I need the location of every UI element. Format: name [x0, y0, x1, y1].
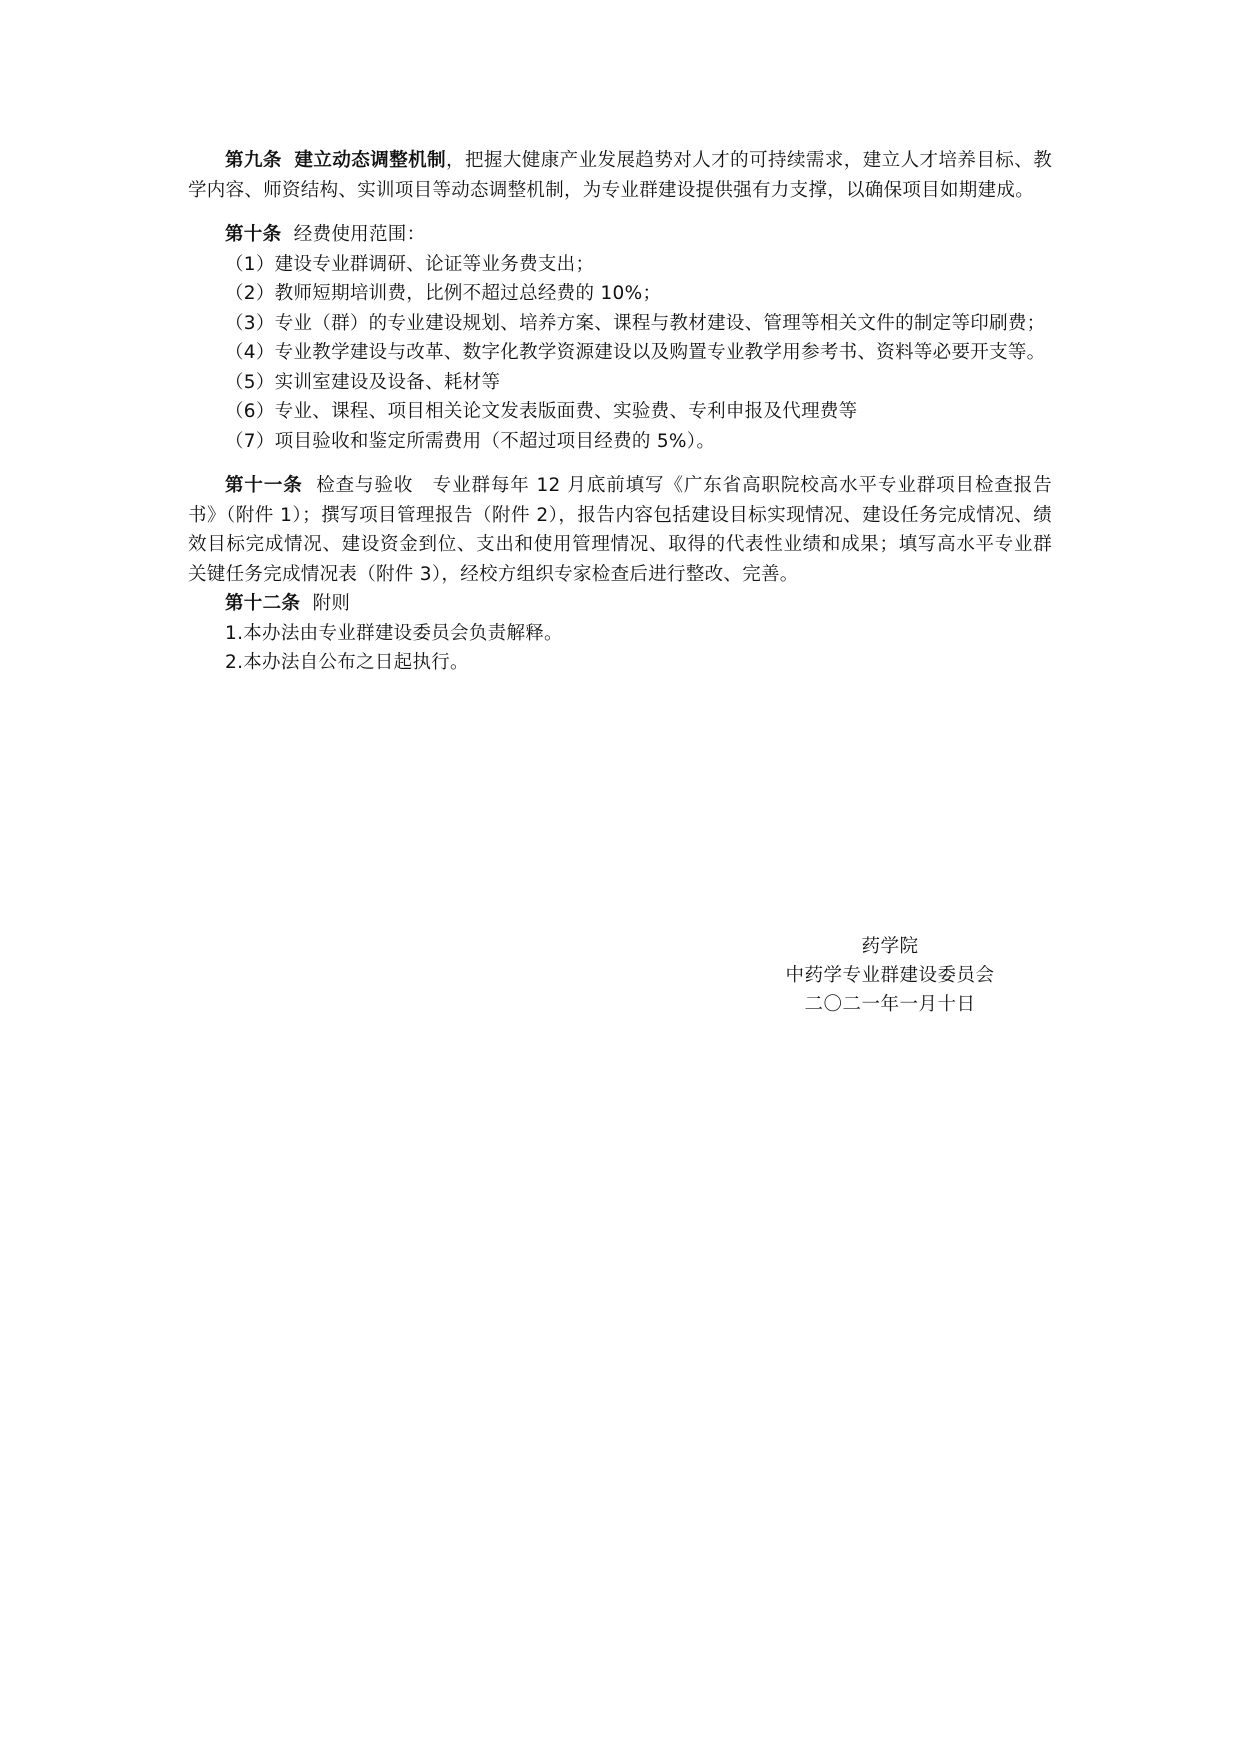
signature-block	[740, 932, 1040, 1019]
article-11-head: 第十一条	[225, 475, 303, 496]
document-body	[188, 146, 1052, 678]
article-11	[188, 471, 1052, 589]
article-10-item: （7）项目验收和鉴定所需费用（不超过项目经费的 5%）。	[225, 430, 716, 452]
article-10-item: （1）建设专业群调研、论证等业务费支出；	[225, 253, 595, 275]
article-9	[188, 146, 1052, 205]
signature-date: 二〇二一年一月十日	[804, 994, 976, 1015]
article-12-title: 附则	[312, 593, 351, 614]
article-9-body: ，把握大健康产业发展趋势对人才的可持续需求，建立人才培养目标、教学内容、师资结构、实训项目等动态调整机制，为专业群建设提供强有力支撑，以确保项目如期建成。	[188, 150, 1052, 201]
article-10-item: （6）专业、课程、项目相关论文发表版面费、实验费、专利申报及代理费等	[225, 401, 858, 422]
article-10-item: （2）教师短期培训费，比例不超过总经费的 10%；	[225, 283, 662, 304]
article-12-head: 第十二条	[225, 593, 301, 614]
signature-committee: 中药学专业群建设委员会	[785, 965, 995, 986]
article-10-heading	[188, 220, 1052, 250]
article-9-head: 第九条	[225, 150, 282, 171]
article-10-title: 经费使用范围：	[293, 224, 426, 245]
article-12-item: 2.本办法自公布之日起执行。	[225, 652, 469, 673]
article-10-head: 第十条	[225, 224, 282, 245]
article-10-item: （5）实训室建设及设备、耗材等	[225, 371, 501, 393]
article-12-heading	[188, 589, 1052, 619]
signature-org: 药学院	[861, 936, 919, 957]
article-10-item: （3）专业（群）的专业建设规划、培养方案、课程与教材建设、管理等相关文件的制定等印刷费；	[225, 312, 1046, 334]
article-9-title: 建立动态调整机制	[294, 150, 447, 171]
article-11-body: 检查与验收 专业群每年 12 月底前填写《广东省高职院校高水平专业群项目检查报告书》（附件 1）；撰写项目管理报告（附件 2），报告内容包括建设目标实现情况、建设任务完成情况、绩效目标完成情况、建设资金到位、支出和使用管理情况、取得的代表性业绩和成果；填写高水平专业群关键任务完成情况表（附件 3），经校方组织专家检查后进行整改、完善。	[188, 475, 1052, 585]
article-10-item: （4）专业教学建设与改革、数字化教学资源建设以及购置专业教学用参考书、资料等必要开支等。	[225, 342, 1046, 363]
article-12-item: 1.本办法由专业群建设委员会负责解释。	[225, 622, 563, 644]
